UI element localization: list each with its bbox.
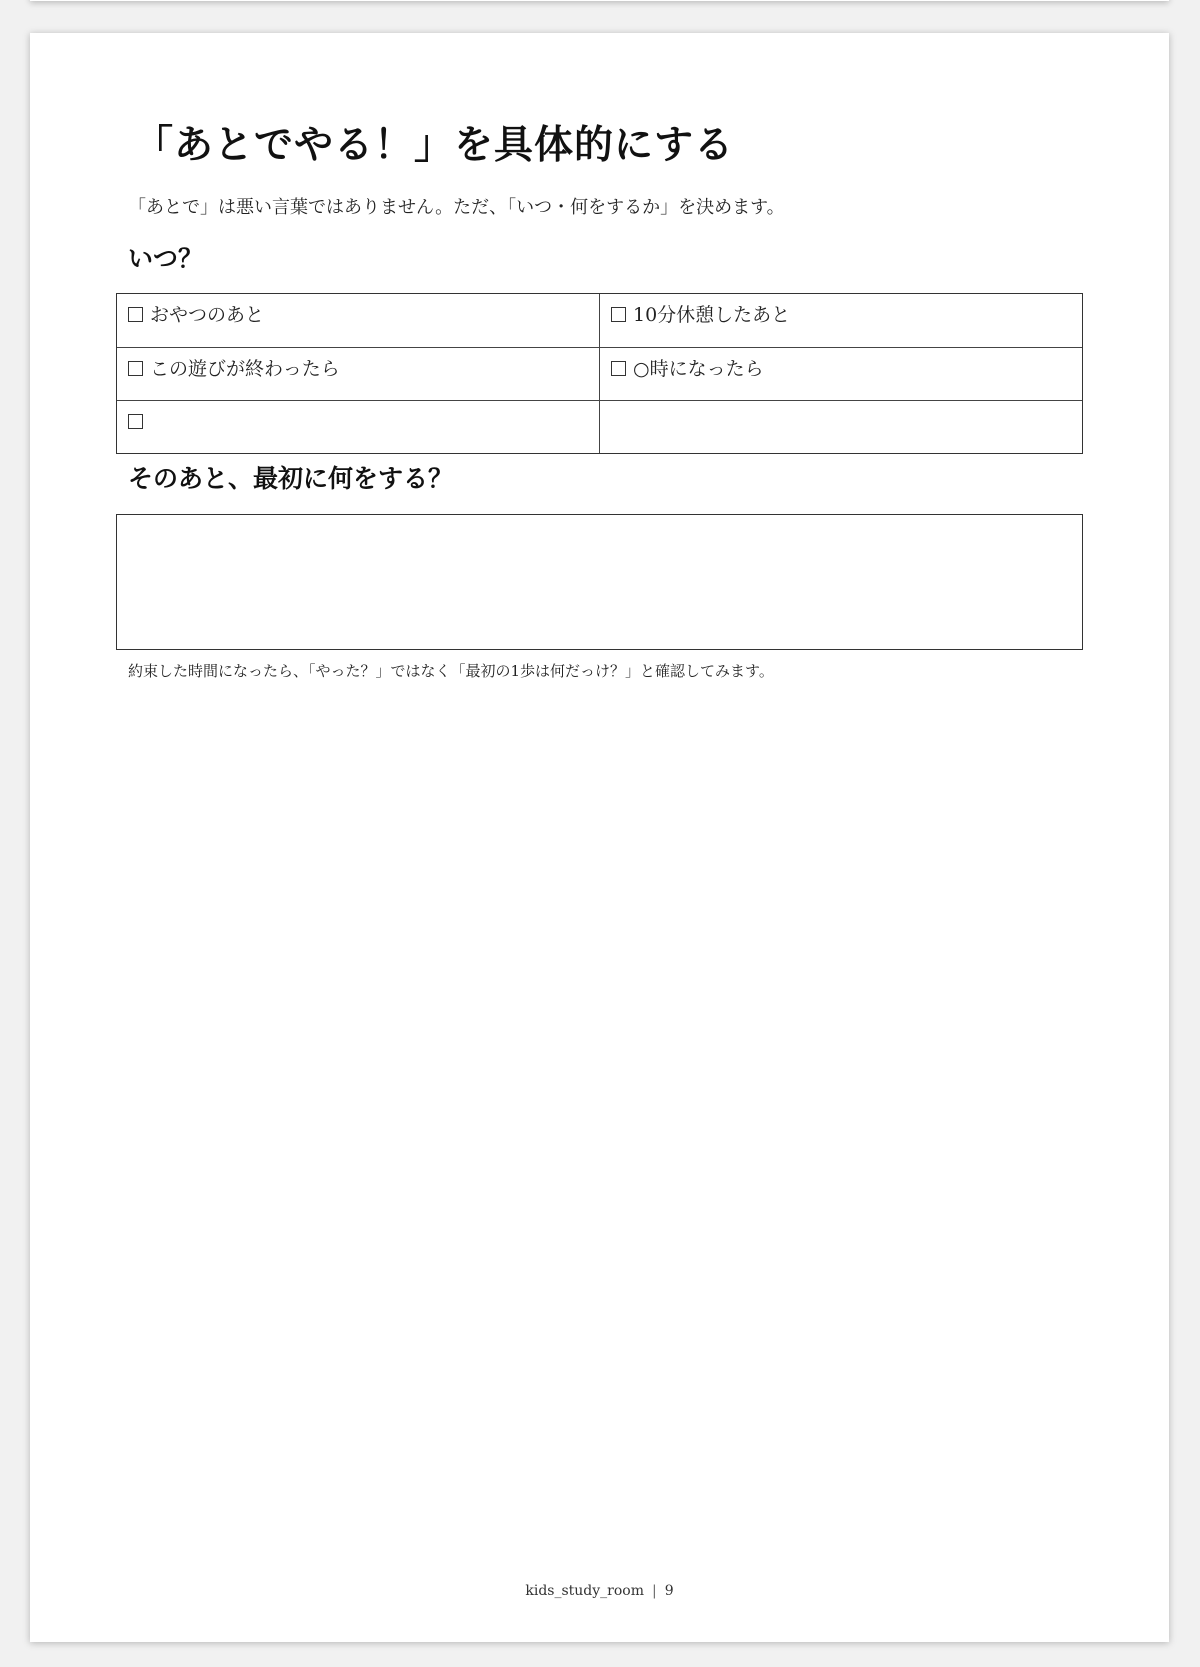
first-step-answer-box[interactable]	[116, 514, 1083, 650]
when-option-snack[interactable]	[117, 294, 600, 347]
when-option-label: 10分休憩したあと	[633, 304, 791, 326]
checkbox-icon[interactable]	[128, 414, 143, 429]
when-option-break[interactable]	[600, 294, 1082, 347]
page-number: 9	[664, 1583, 674, 1599]
first-step-heading: そのあと、最初に何をする？	[128, 464, 454, 493]
previous-page-edge	[30, 0, 1169, 1]
when-option-at-time[interactable]	[600, 347, 1082, 400]
reminder-note: 約束した時間になったら、「やった？」ではなく「最初の1歩は何だっけ？」と確認してみます。	[128, 662, 774, 680]
checkbox-icon[interactable]	[611, 361, 626, 376]
when-option-label: この遊びが終わったら	[150, 358, 340, 380]
footer-site-name: kids_study_room	[525, 1583, 644, 1599]
when-option-label: おやつのあと	[150, 304, 265, 326]
page-footer	[30, 1582, 1169, 1600]
checkbox-icon[interactable]	[128, 361, 143, 376]
when-options-table	[116, 293, 1083, 454]
footer-separator: |	[652, 1583, 657, 1599]
checkbox-icon[interactable]	[611, 307, 626, 322]
when-option-label: ○時になったら	[633, 358, 764, 380]
when-option-after-play[interactable]	[117, 347, 600, 400]
when-heading: いつ？	[128, 244, 204, 273]
checkbox-icon[interactable]	[128, 307, 143, 322]
intro-text: 「あとで」は悪い言葉ではありません。ただ、「いつ・何をするか」を決めます。	[128, 197, 785, 218]
when-option-custom[interactable]	[117, 400, 600, 453]
worksheet-page	[30, 33, 1169, 1642]
when-option-empty-cell	[600, 400, 1082, 453]
page-title: 「あとでやる！」を具体的にする	[134, 123, 735, 168]
